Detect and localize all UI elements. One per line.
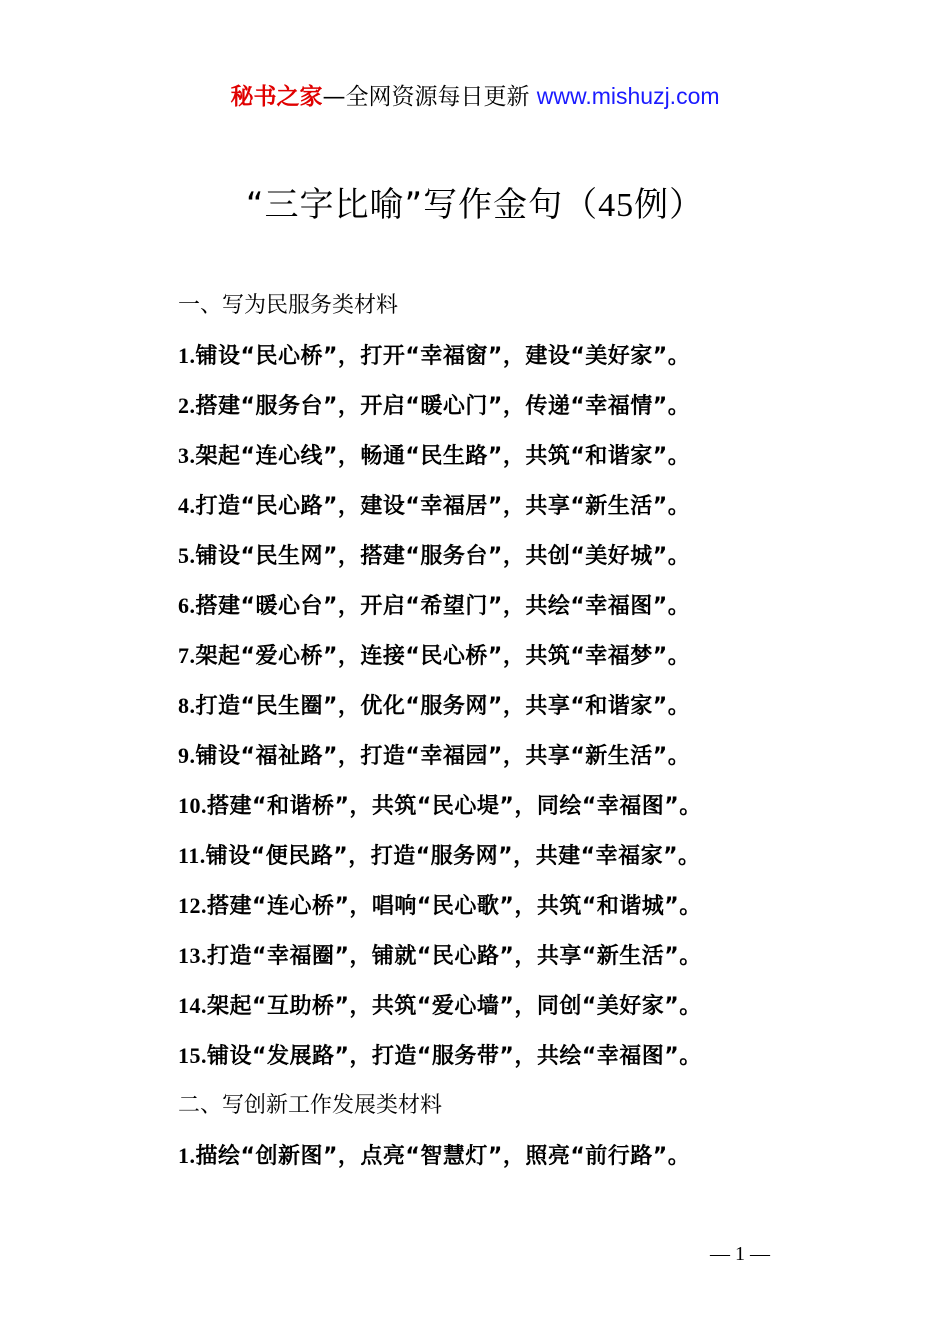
- phrase-item: [178, 686, 878, 736]
- document-body: [178, 286, 878, 1186]
- phrase-item: [178, 886, 878, 936]
- phrase-text: 架起“连心线”，畅通“民生路”，共筑“和谐家”。: [195, 444, 691, 469]
- phrase-number: 10.: [178, 793, 207, 818]
- phrase-item: [178, 786, 878, 836]
- phrase-text: 铺设“发展路”，打造“服务带”，共绘“幸福图”。: [207, 1044, 702, 1069]
- phrase-item: [178, 836, 878, 886]
- title-text-end: 例）: [634, 185, 705, 225]
- phrase-item: [178, 636, 878, 686]
- section-heading-service: 一、写为民服务类材料: [178, 293, 399, 318]
- phrase-number: 9.: [178, 743, 196, 768]
- phrase-number: 5.: [178, 543, 196, 568]
- phrase-text: 架起“互助桥”，共筑“爱心墙”，同创“美好家”。: [207, 994, 702, 1019]
- phrase-text: 铺设“民生网”，搭建“服务台”，共创“美好城”。: [195, 544, 691, 569]
- banner-tagline: —全网资源每日更新: [322, 84, 530, 110]
- phrase-text: 搭建“服务台”，开启“暖心门”，传递“幸福情”。: [195, 394, 691, 419]
- title-count: 45: [598, 187, 635, 224]
- phrase-item: [178, 586, 878, 636]
- phrase-text: 打造“幸福圈”，铺就“民心路”，共享“新生活”。: [207, 944, 702, 969]
- phrase-item: [178, 736, 878, 786]
- brand-name: 秘书之家: [230, 84, 323, 110]
- phrase-text: 架起“爱心桥”，连接“民心桥”，共筑“幸福梦”。: [195, 644, 691, 669]
- phrase-item: [178, 936, 878, 986]
- phrase-text: 铺设“福祉路”，打造“幸福园”，共享“新生活”。: [195, 744, 691, 769]
- phrase-number: 13.: [178, 943, 207, 968]
- phrase-number: 4.: [178, 493, 196, 518]
- phrase-item: [178, 1136, 878, 1186]
- phrase-item: [178, 486, 878, 536]
- phrase-text: 搭建“暖心台”，开启“希望门”，共绘“幸福图”。: [195, 594, 691, 619]
- phrase-text: 描绘“创新图”，点亮“智慧灯”，照亮“前行路”。: [195, 1144, 691, 1169]
- phrase-item: [178, 336, 878, 386]
- phrase-number: 3.: [178, 443, 196, 468]
- phrase-number: 1.: [178, 1143, 196, 1168]
- section-heading-innovation: 二、写创新工作发展类材料: [178, 1093, 443, 1118]
- phrase-item: [178, 536, 878, 586]
- phrase-text: 铺设“民心桥”，打开“幸福窗”，建设“美好家”。: [195, 344, 691, 369]
- phrase-number: 14.: [178, 993, 207, 1018]
- phrase-number: 11.: [178, 843, 206, 868]
- phrase-number: 7.: [178, 643, 196, 668]
- site-url[interactable]: www.mishuzj.com: [536, 83, 720, 109]
- phrase-item: [178, 1036, 878, 1086]
- phrase-text: 打造“民生圈”，优化“服务网”，共享“和谐家”。: [195, 694, 691, 719]
- title-text-start: “三字比喻”写作金句（: [245, 185, 599, 225]
- phrase-item: [178, 436, 878, 486]
- phrase-text: 搭建“连心桥”，唱响“民心歌”，共筑“和谐城”。: [207, 894, 702, 919]
- page-number: — 1 —: [710, 1243, 770, 1265]
- phrase-item: [178, 386, 878, 436]
- phrase-item: [178, 986, 878, 1036]
- phrase-number: 8.: [178, 693, 196, 718]
- phrase-number: 6.: [178, 593, 196, 618]
- document-title: [0, 182, 950, 229]
- phrase-number: 2.: [178, 393, 196, 418]
- phrase-text: 铺设“便民路”，打造“服务网”，共建“幸福家”。: [205, 844, 701, 869]
- phrase-number: 1.: [178, 343, 196, 368]
- phrase-text: 搭建“和谐桥”，共筑“民心堤”，同绘“幸福图”。: [207, 794, 702, 819]
- site-banner: [0, 80, 950, 113]
- phrase-number: 15.: [178, 1043, 207, 1068]
- phrase-text: 打造“民心路”，建设“幸福居”，共享“新生活”。: [195, 494, 691, 519]
- phrase-number: 12.: [178, 893, 207, 918]
